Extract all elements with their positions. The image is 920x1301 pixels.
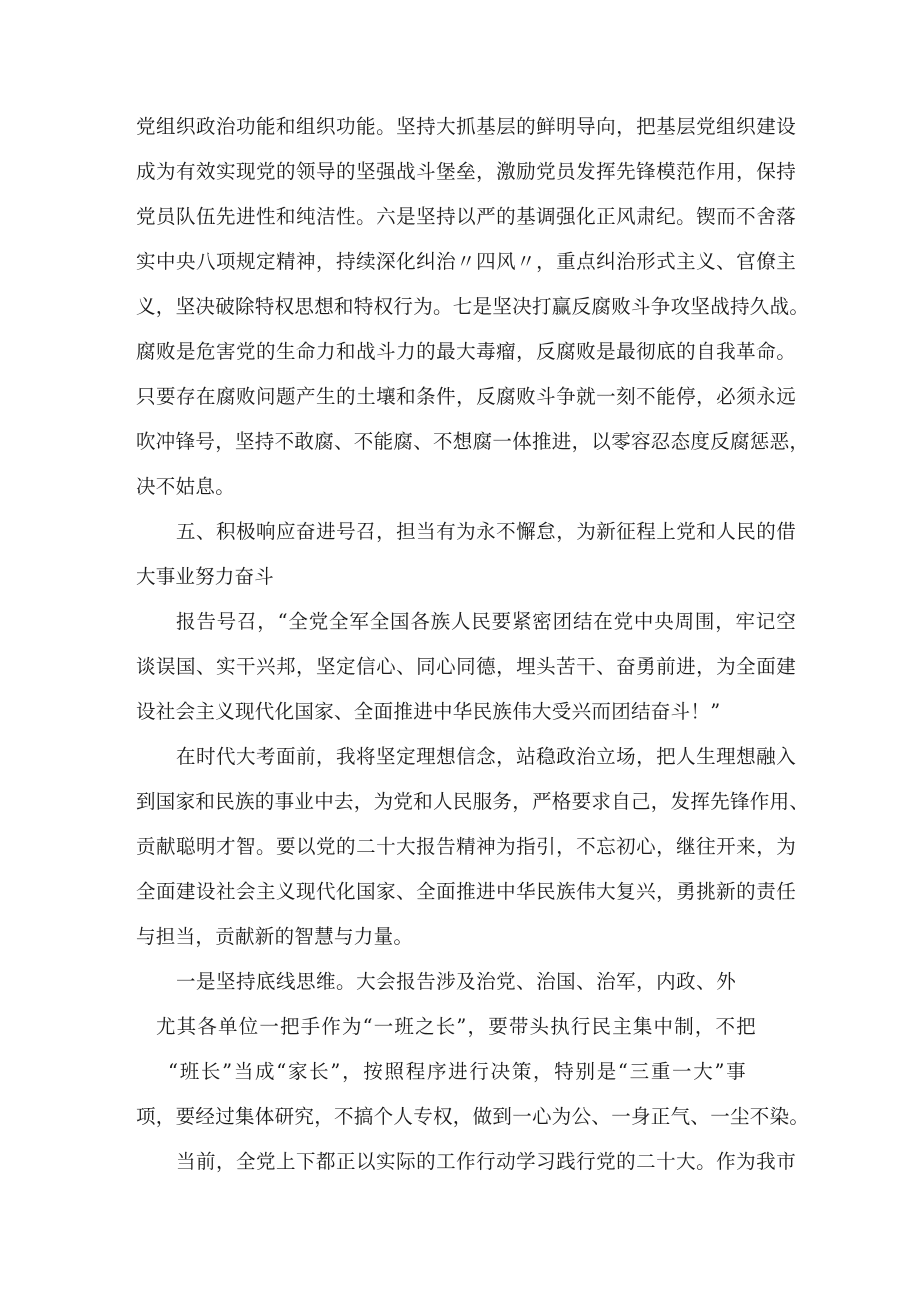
text-line: 到国家和民族的事业中去，为党和人民服务，严格要求自己，发挥先锋作用、 <box>136 790 810 813</box>
text-line: 腐败是危害党的生命力和战斗力的最大毒瘤，反腐败是最彻底的自我革命。 <box>136 340 796 363</box>
text-line: 项，要经过集体研究，不搞个人专权，做到一心为公、一身正气、一尘不染。 <box>136 1105 810 1128</box>
text-line: 在时代大考面前，我将坚定理想信念，站稳政治立场，把人生理想融入 <box>176 745 796 768</box>
text-line: 只要存在腐败问题产生的土壤和条件，反腐败斗争就一刻不能停，必须永远 <box>136 385 796 408</box>
text-line: 党员队伍先进性和纯洁性。六是坚持以严的基调强化正风肃纪。锲而不舍落 <box>136 205 796 228</box>
text-line: “班长”当成“家长”，按照程序进行决策，特别是“三重一大”事 <box>168 1060 746 1083</box>
section-heading: 五、积极响应奋进号召，担当有为永不懈怠，为新征程上党和人民的借 <box>176 520 796 543</box>
text-line: 贡献聪明才智。要以党的二十大报告精神为指引，不忘初心，继往开来，为 <box>136 835 796 858</box>
text-line: 党组织政治功能和组织功能。坚持大抓基层的鲜明导向，把基层党组织建设 <box>136 115 796 138</box>
text-line: 谈误国、实干兴邦，坚定信心、同心同德，埋头苦干、奋勇前进，为全面建 <box>136 655 796 678</box>
text-line: 实中央八项规定精神，持续深化纠治〃四风〃，重点纠治形式主义、官僚主 <box>136 250 796 273</box>
text-line: 成为有效实现党的领导的坚强战斗堡垒，激励党员发挥先锋模范作用，保持 <box>136 160 796 183</box>
text-line: 决不姑息。 <box>136 475 236 498</box>
text-line: 当前，全党上下都正以实际的工作行动学习践行党的二十大。作为我市 <box>176 1150 796 1173</box>
text-line: 全面建设社会主义现代化国家、全面推进中华民族伟大复兴，勇挑新的责任 <box>136 880 796 903</box>
text-line: 设社会主义现代化国家、全面推进中华民族伟大受兴而团结奋斗！” <box>136 700 721 723</box>
section-heading: 大事业努力奋斗 <box>136 565 274 588</box>
text-line: 报告号召，“全党全军全国各族人民要紧密团结在党中央周围，牢记空 <box>176 610 796 633</box>
text-line: 与担当，贡献新的智慧与力量。 <box>136 925 414 948</box>
text-line: 一是坚持底线思维。大会报告涉及治党、治国、治军，内政、外 <box>176 970 736 993</box>
text-line: 尤其各单位一把手作为“一班之长”，要带头执行民主集中制，不把 <box>156 1015 756 1038</box>
text-line: 吹冲锋号，坚持不敢腐、不能腐、不想腐一体推进，以零容忍态度反腐惩恶， <box>136 430 810 453</box>
text-line: 义，坚决破除特权思想和特权行为。七是坚决打赢反腐败斗争攻坚战持久战。 <box>136 295 810 318</box>
